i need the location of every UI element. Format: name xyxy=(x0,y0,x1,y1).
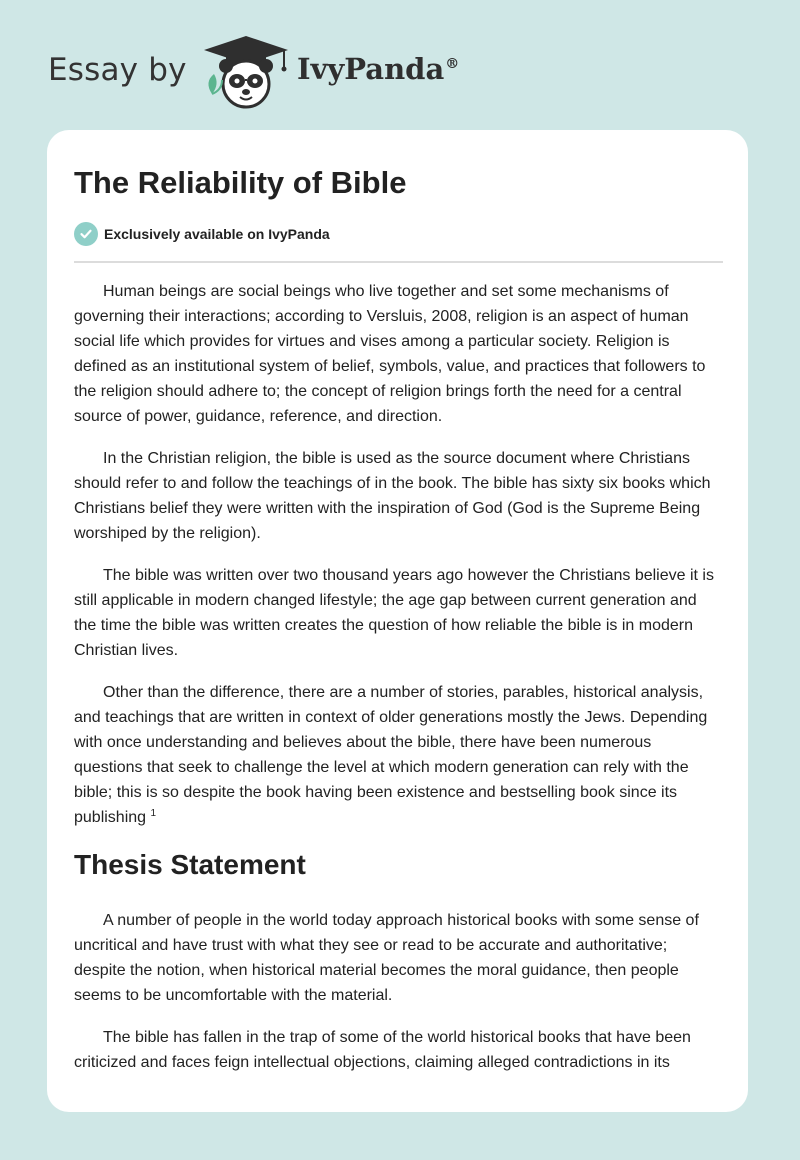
panda-graduate-logo-icon xyxy=(200,34,292,110)
paragraph: The bible was written over two thousand years ago however the Christians believe it is still applicable in modern changed lifestyle; the age gap between current generation and the time the bible was written creates the question of how reliable the bible is in modern Christian lives. xyxy=(74,567,714,659)
paragraph xyxy=(74,680,723,830)
check-icon xyxy=(74,222,98,246)
section-heading: Thesis Statement xyxy=(74,849,306,880)
paragraph: In the Christian religion, the bible is used as the source document where Christians should refer to and follow the teachings of in the book. The bible has sixty six books which Christians belief they were written with the inspiration of God (God is the Supreme Being worshiped by the religion). xyxy=(74,450,711,542)
paragraph-text: Other than the difference, there are a number of stories, parables, historical analysis, and teachings that are written in context of older generations mostly the Jews. Depending with once understanding and believes about the bible, there have been numerous questions that seek to challenge the level at which modern generation can rely with the bible; this is so despite the book having been existence and bestselling book since its publishing xyxy=(74,684,708,826)
brand-name: IvyPanda® xyxy=(297,52,460,86)
exclusive-badge xyxy=(74,222,330,246)
page-title: The Reliability of Bible xyxy=(74,165,407,200)
exclusive-badge-text: Exclusively available on IvyPanda xyxy=(104,226,330,242)
paragraph: Human beings are social beings who live together and set some mechanisms of governing their interactions; according to Versluis, 2008, religion is an aspect of human social life which provides for virtues and vises among a particular society. Religion is defined as an institutional system of belief, symbols, value, and practices that followers to the religion should adhere to; the concept of religion brings forth the need for a central source of power, guidance, reference, and direction. xyxy=(74,283,706,425)
essay-by-label: Essay by xyxy=(48,52,187,88)
divider xyxy=(74,261,723,263)
site-header xyxy=(0,0,800,130)
registered-mark: ® xyxy=(445,56,460,73)
footnote-reference[interactable]: 1 xyxy=(150,808,157,819)
paragraph: A number of people in the world today approach historical books with some sense of uncritical and have trust with what they see or read to be accurate and authoritative; despite the notion, when historical material becomes the moral guidance, then people seems to be uncomfortable with the material. xyxy=(74,912,699,1004)
essay-card xyxy=(47,130,748,1112)
paragraph: The bible has fallen in the trap of some of the world historical books that have been criticized and faces feign intellectual objections, claiming alleged contradictions in its xyxy=(74,1029,691,1071)
essay-body xyxy=(74,279,723,1092)
